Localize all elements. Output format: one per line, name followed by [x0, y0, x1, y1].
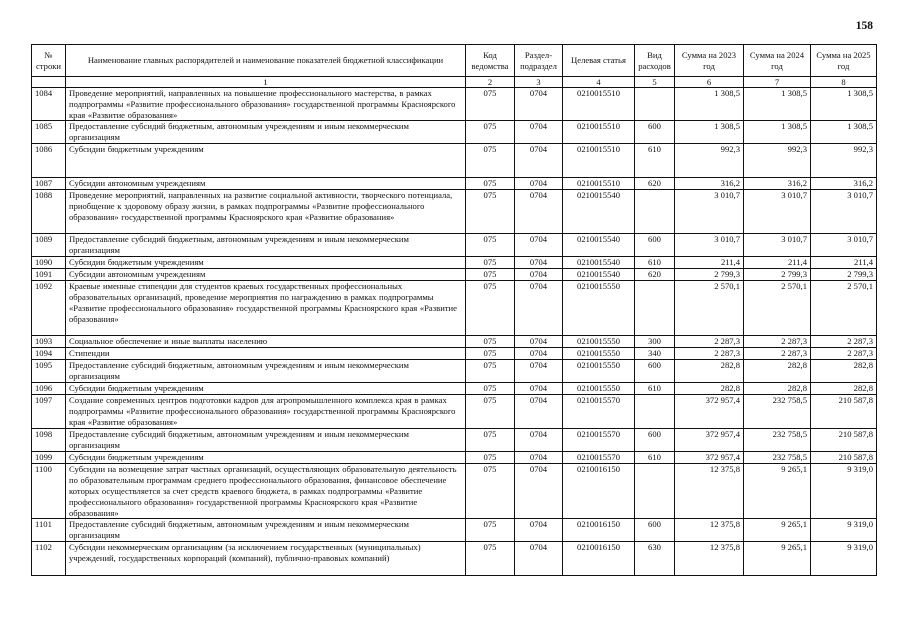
- section-code: 0704: [515, 452, 563, 464]
- sum-2023: 2 287,3: [675, 336, 744, 348]
- table-row: [32, 429, 877, 452]
- expense-type-code: 620: [635, 178, 675, 190]
- header-sum-2023: Сумма на 2023 год: [675, 45, 744, 77]
- sum-2024: 282,8: [744, 360, 811, 383]
- sum-2024: 2 287,3: [744, 336, 811, 348]
- sum-2025: 316,2: [811, 178, 877, 190]
- agency-code: 075: [466, 269, 515, 281]
- header-sum-2024: Сумма на 2024 год: [744, 45, 811, 77]
- sum-2023: 372 957,4: [675, 395, 744, 429]
- sum-2023: 992,3: [675, 144, 744, 178]
- sum-2024: 2 799,3: [744, 269, 811, 281]
- section-code: 0704: [515, 269, 563, 281]
- row-name: Предоставление субсидий бюджетным, автономным учреждениям и иным некоммерческим организациям: [66, 429, 466, 452]
- sum-2024: 232 758,5: [744, 429, 811, 452]
- row-number: 1089: [32, 234, 66, 257]
- section-code: 0704: [515, 542, 563, 576]
- target-item-code: 0210015510: [563, 88, 635, 121]
- sum-2025: 282,8: [811, 383, 877, 395]
- expense-type-code: 600: [635, 429, 675, 452]
- agency-code: 075: [466, 336, 515, 348]
- table-row: [32, 88, 877, 121]
- agency-code: 075: [466, 429, 515, 452]
- row-name: Проведение мероприятий, направленных на развитие социальной активности, творческого потенциала, приобщение к здоровому образу жизни, в рамках подпрограммы «Развитие профессионального образования» государственной программы Красноярского края «Развитие образования»: [66, 190, 466, 234]
- sum-2024: 232 758,5: [744, 395, 811, 429]
- table-row: [32, 190, 877, 234]
- sum-2025: 9 319,0: [811, 519, 877, 542]
- sum-2025: 210 587,8: [811, 395, 877, 429]
- sum-2023: 316,2: [675, 178, 744, 190]
- header-target-item: Целевая статья: [563, 45, 635, 77]
- agency-code: 075: [466, 383, 515, 395]
- row-name: Стипендии: [66, 348, 466, 360]
- table-row: [32, 144, 877, 178]
- column-number: 6: [675, 77, 744, 88]
- table-header-row: [32, 45, 877, 77]
- expense-type-code: 600: [635, 360, 675, 383]
- sum-2024: 1 308,5: [744, 88, 811, 121]
- row-name: Предоставление субсидий бюджетным, автономным учреждениям и иным некоммерческим организациям: [66, 360, 466, 383]
- target-item-code: 0210015550: [563, 360, 635, 383]
- expense-type-code: [635, 281, 675, 336]
- row-number: 1084: [32, 88, 66, 121]
- target-item-code: 0210015570: [563, 429, 635, 452]
- sum-2023: 3 010,7: [675, 234, 744, 257]
- sum-2023: 211,4: [675, 257, 744, 269]
- expense-type-code: 340: [635, 348, 675, 360]
- expense-type-code: 620: [635, 269, 675, 281]
- target-item-code: 0210016150: [563, 542, 635, 576]
- row-number: 1086: [32, 144, 66, 178]
- row-name: Субсидии автономным учреждениям: [66, 178, 466, 190]
- sum-2025: 2 287,3: [811, 348, 877, 360]
- table-row: [32, 178, 877, 190]
- sum-2024: 9 265,1: [744, 519, 811, 542]
- sum-2025: 210 587,8: [811, 452, 877, 464]
- table-row: [32, 519, 877, 542]
- sum-2023: 3 010,7: [675, 190, 744, 234]
- expense-type-code: 600: [635, 519, 675, 542]
- column-number: 4: [563, 77, 635, 88]
- table-row: [32, 383, 877, 395]
- sum-2023: 2 287,3: [675, 348, 744, 360]
- sum-2024: 1 308,5: [744, 121, 811, 144]
- agency-code: 075: [466, 348, 515, 360]
- expense-type-code: 600: [635, 121, 675, 144]
- table-row: [32, 121, 877, 144]
- header-section: Раздел-подраздел: [515, 45, 563, 77]
- section-code: 0704: [515, 464, 563, 519]
- target-item-code: 0210015570: [563, 452, 635, 464]
- sum-2025: 2 799,3: [811, 269, 877, 281]
- row-name: Социальное обеспечение и иные выплаты населению: [66, 336, 466, 348]
- section-code: 0704: [515, 257, 563, 269]
- header-name: Наименование главных распорядителей и наименование показателей бюджетной классификации: [66, 45, 466, 77]
- row-number: 1094: [32, 348, 66, 360]
- section-code: 0704: [515, 281, 563, 336]
- expense-type-code: 630: [635, 542, 675, 576]
- table-row: [32, 234, 877, 257]
- table-row: [32, 281, 877, 336]
- sum-2024: 2 287,3: [744, 348, 811, 360]
- sum-2024: 316,2: [744, 178, 811, 190]
- sum-2025: 9 319,0: [811, 542, 877, 576]
- row-number: 1100: [32, 464, 66, 519]
- expense-type-code: [635, 395, 675, 429]
- sum-2024: 211,4: [744, 257, 811, 269]
- row-name: Субсидии автономным учреждениям: [66, 269, 466, 281]
- column-number: 1: [66, 77, 466, 88]
- row-name: Предоставление субсидий бюджетным, автономным учреждениям и иным некоммерческим организациям: [66, 121, 466, 144]
- sum-2023: 12 375,8: [675, 464, 744, 519]
- table-row: [32, 395, 877, 429]
- sum-2024: 2 570,1: [744, 281, 811, 336]
- agency-code: 075: [466, 257, 515, 269]
- expense-type-code: 610: [635, 452, 675, 464]
- agency-code: 075: [466, 452, 515, 464]
- page-number: 158: [855, 20, 873, 32]
- sum-2024: 9 265,1: [744, 464, 811, 519]
- column-number: 7: [744, 77, 811, 88]
- column-number: [32, 77, 66, 88]
- table-row: [32, 542, 877, 576]
- agency-code: 075: [466, 190, 515, 234]
- agency-code: 075: [466, 88, 515, 121]
- expense-type-code: 610: [635, 383, 675, 395]
- expense-type-code: [635, 190, 675, 234]
- agency-code: 075: [466, 395, 515, 429]
- expense-type-code: [635, 88, 675, 121]
- target-item-code: 0210015540: [563, 269, 635, 281]
- row-number: 1087: [32, 178, 66, 190]
- table-row: [32, 360, 877, 383]
- section-code: 0704: [515, 360, 563, 383]
- section-code: 0704: [515, 519, 563, 542]
- column-number: 2: [466, 77, 515, 88]
- target-item-code: 0210015540: [563, 234, 635, 257]
- target-item-code: 0210015540: [563, 190, 635, 234]
- target-item-code: 0210016150: [563, 464, 635, 519]
- section-code: 0704: [515, 190, 563, 234]
- agency-code: 075: [466, 360, 515, 383]
- sum-2025: 9 319,0: [811, 464, 877, 519]
- section-code: 0704: [515, 383, 563, 395]
- column-number: 3: [515, 77, 563, 88]
- table-row: [32, 257, 877, 269]
- row-name: Предоставление субсидий бюджетным, автономным учреждениям и иным некоммерческим организациям: [66, 519, 466, 542]
- row-number: 1092: [32, 281, 66, 336]
- sum-2024: 282,8: [744, 383, 811, 395]
- sum-2023: 282,8: [675, 383, 744, 395]
- row-number: 1102: [32, 542, 66, 576]
- section-code: 0704: [515, 144, 563, 178]
- header-expense-type: Вид расходов: [635, 45, 675, 77]
- sum-2025: 2 287,3: [811, 336, 877, 348]
- sum-2023: 12 375,8: [675, 519, 744, 542]
- sum-2024: 9 265,1: [744, 542, 811, 576]
- table-row: [32, 464, 877, 519]
- sum-2025: 3 010,7: [811, 234, 877, 257]
- section-code: 0704: [515, 429, 563, 452]
- row-number: 1097: [32, 395, 66, 429]
- section-code: 0704: [515, 178, 563, 190]
- column-number-row: [32, 77, 877, 88]
- target-item-code: 0210015550: [563, 383, 635, 395]
- expense-type-code: 600: [635, 234, 675, 257]
- table-row: [32, 269, 877, 281]
- agency-code: 075: [466, 542, 515, 576]
- row-number: 1096: [32, 383, 66, 395]
- sum-2023: 1 308,5: [675, 88, 744, 121]
- sum-2025: 2 570,1: [811, 281, 877, 336]
- sum-2025: 3 010,7: [811, 190, 877, 234]
- expense-type-code: 610: [635, 144, 675, 178]
- row-number: 1091: [32, 269, 66, 281]
- sum-2023: 1 308,5: [675, 121, 744, 144]
- expense-type-code: [635, 464, 675, 519]
- section-code: 0704: [515, 395, 563, 429]
- row-number: 1101: [32, 519, 66, 542]
- row-name: Субсидии бюджетным учреждениям: [66, 383, 466, 395]
- sum-2025: 211,4: [811, 257, 877, 269]
- row-number: 1088: [32, 190, 66, 234]
- sum-2024: 3 010,7: [744, 234, 811, 257]
- row-name: Проведение мероприятий, направленных на повышение профессионального мастерства, в рамках подпрограммы «Развитие профессионального образования» государственной программы Красноярского края «Развитие образования»: [66, 88, 466, 121]
- sum-2023: 282,8: [675, 360, 744, 383]
- sum-2025: 1 308,5: [811, 88, 877, 121]
- sum-2025: 210 587,8: [811, 429, 877, 452]
- target-item-code: 0210015550: [563, 336, 635, 348]
- target-item-code: 0210015550: [563, 281, 635, 336]
- header-agency-code: Код ведомства: [466, 45, 515, 77]
- sum-2025: 1 308,5: [811, 121, 877, 144]
- row-name: Субсидии бюджетным учреждениям: [66, 452, 466, 464]
- row-number: 1090: [32, 257, 66, 269]
- expense-type-code: 610: [635, 257, 675, 269]
- sum-2023: 372 957,4: [675, 452, 744, 464]
- sum-2025: 992,3: [811, 144, 877, 178]
- budget-table: [31, 44, 877, 576]
- agency-code: 075: [466, 464, 515, 519]
- agency-code: 075: [466, 234, 515, 257]
- row-name: Краевые именные стипендии для студентов краевых государственных профессиональных образовательных организаций, проведение мероприятия по награждению в рамках подпрограммы «Развитие профессионального образования» государственной программы Красноярского края «Развитие образования»: [66, 281, 466, 336]
- sum-2023: 2 570,1: [675, 281, 744, 336]
- sum-2024: 3 010,7: [744, 190, 811, 234]
- target-item-code: 0210015510: [563, 121, 635, 144]
- row-number: 1093: [32, 336, 66, 348]
- sum-2024: 992,3: [744, 144, 811, 178]
- row-name: Субсидии некоммерческим организациям (за исключением государственных (муниципальных) учреждений, государственных корпораций (компаний), публично-правовых компаний): [66, 542, 466, 576]
- row-number: 1099: [32, 452, 66, 464]
- target-item-code: 0210015570: [563, 395, 635, 429]
- row-name: Субсидии бюджетным учреждениям: [66, 257, 466, 269]
- row-name: Субсидии бюджетным учреждениям: [66, 144, 466, 178]
- table-row: [32, 452, 877, 464]
- row-number: 1095: [32, 360, 66, 383]
- table-row: [32, 348, 877, 360]
- agency-code: 075: [466, 519, 515, 542]
- section-code: 0704: [515, 88, 563, 121]
- agency-code: 075: [466, 121, 515, 144]
- section-code: 0704: [515, 336, 563, 348]
- target-item-code: 0210015540: [563, 257, 635, 269]
- sum-2023: 2 799,3: [675, 269, 744, 281]
- agency-code: 075: [466, 178, 515, 190]
- row-name: Субсидии на возмещение затрат частных организаций, осуществляющих образовательную деятельность по образовательным программам среднего профессионального образования, финансовое обеспечение которых осуществляется за счет средств краевого бюджета, в рамках подпрограммы «Развитие профессионального образования» государственной программы Красноярского края «Развитие образования»: [66, 464, 466, 519]
- section-code: 0704: [515, 121, 563, 144]
- target-item-code: 0210016150: [563, 519, 635, 542]
- agency-code: 075: [466, 144, 515, 178]
- row-number: 1098: [32, 429, 66, 452]
- expense-type-code: 300: [635, 336, 675, 348]
- sum-2023: 372 957,4: [675, 429, 744, 452]
- target-item-code: 0210015510: [563, 144, 635, 178]
- column-number: 8: [811, 77, 877, 88]
- table-row: [32, 336, 877, 348]
- target-item-code: 0210015550: [563, 348, 635, 360]
- sum-2025: 282,8: [811, 360, 877, 383]
- target-item-code: 0210015510: [563, 178, 635, 190]
- row-number: 1085: [32, 121, 66, 144]
- row-name: Предоставление субсидий бюджетным, автономным учреждениям и иным некоммерческим организациям: [66, 234, 466, 257]
- row-name: Создание современных центров подготовки кадров для агропромышленного комплекса края в рамках подпрограммы «Развитие профессионального образования» государственной программы Красноярского края «Развитие образования»: [66, 395, 466, 429]
- sum-2024: 232 758,5: [744, 452, 811, 464]
- header-row-no: № строки: [32, 45, 66, 77]
- section-code: 0704: [515, 348, 563, 360]
- agency-code: 075: [466, 281, 515, 336]
- section-code: 0704: [515, 234, 563, 257]
- sum-2023: 12 375,8: [675, 542, 744, 576]
- header-sum-2025: Сумма на 2025 год: [811, 45, 877, 77]
- column-number: 5: [635, 77, 675, 88]
